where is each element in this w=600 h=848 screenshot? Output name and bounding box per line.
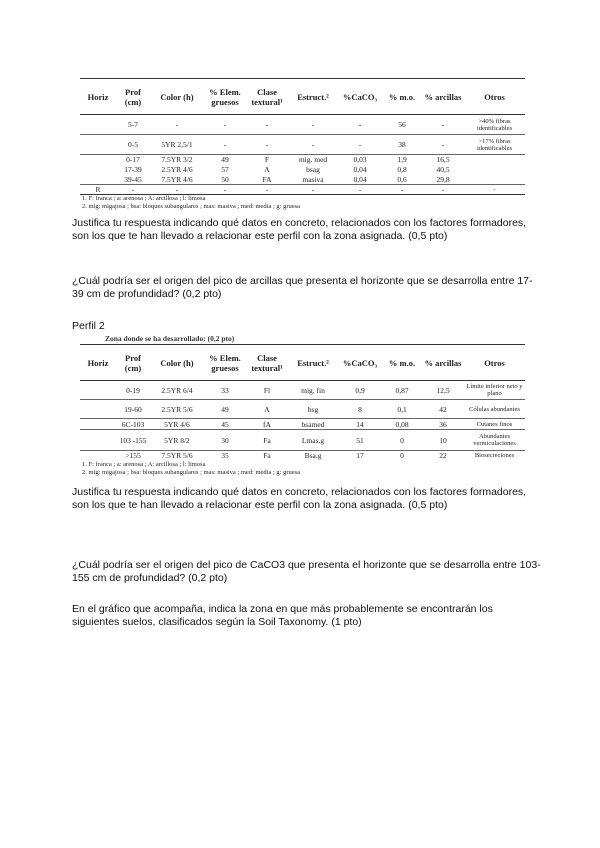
table-cell: masiva [302, 174, 324, 184]
col-header-elem-gruesos: % Elem. gruesos [209, 352, 241, 373]
table-cell: 49 [221, 155, 229, 165]
col-header-horiz: Horiz [87, 357, 109, 368]
table-cell: 14 [356, 419, 364, 429]
table-cell: - [175, 120, 179, 129]
table-cell: 17-39 [124, 165, 142, 174]
table-cell [80, 115, 116, 135]
table-cell: 0,9 [355, 385, 365, 395]
table-cell: - [223, 140, 227, 149]
table-cell: >155 [125, 451, 141, 461]
table-cell: - [441, 140, 445, 149]
table-2-title: Zona donde se ha desarrollado: (0,2 pto) [105, 334, 235, 343]
table-cell: >40% fibras identificables [476, 117, 512, 132]
table-2-footnote-1: 1. F: franca ; a: arenosa ; A: arcillosa ; l: limosa [82, 461, 206, 468]
table-row [80, 115, 525, 135]
question-soil-taxonomy: En el gráfico que acompaña, indica la zona en que más probablemente se encontrarán los siguientes suelos, clasificados según la Soil Taxonomy. (1 pto) [72, 603, 493, 629]
table-cell: 5YR 4/6 [164, 419, 190, 429]
col-header-mo: % m.o. [388, 91, 416, 102]
table-row [80, 175, 525, 185]
table-cell: 0 [400, 451, 404, 461]
table-cell: 103 -155 [119, 435, 147, 445]
table-cell: 0-19 [126, 385, 140, 395]
table-cell: 19-60 [124, 404, 142, 414]
table-cell: Abundantes vermiculaciones [473, 433, 516, 447]
table-cell: 22 [439, 451, 447, 461]
table-cell: 16,5 [436, 155, 450, 165]
col-header-otros: Otros [484, 357, 505, 368]
table-cell: 12,5 [436, 385, 450, 395]
soil-profile-table-1 [80, 78, 525, 195]
table-cell: Cólulas abundantes [469, 405, 520, 413]
table-cell: 40,5 [436, 165, 450, 174]
table-cell: 7.5YR 3/2 [161, 155, 193, 165]
table-cell [80, 165, 116, 175]
col-header-color: Color (h) [160, 357, 194, 368]
table-cell: 5YR 2,5/1 [161, 140, 193, 149]
table-cell: 2.5YR 5/6 [161, 404, 193, 414]
table-cell: 0-5 [128, 140, 138, 149]
table-cell: Biosecreciones [474, 452, 515, 460]
table-cell: 5-7 [128, 120, 138, 129]
table-cell: 0,87 [395, 385, 409, 395]
table-cell [80, 400, 116, 419]
table-row [80, 451, 525, 461]
table-2-footnote-2: 2. mig: migajosa ; bsa: bloques subangulares ; mas: masiva ; med: media ; g: gruesa [82, 469, 301, 476]
table-row [80, 430, 525, 451]
table-cell: mig. med [298, 155, 328, 165]
table-cell: 56 [398, 120, 406, 129]
table-cell: Fa [263, 435, 271, 445]
table-cell: 7.5YR 4/6 [161, 174, 193, 184]
table-row [80, 135, 525, 155]
table-row [80, 155, 525, 165]
table-cell: Fl [263, 385, 271, 395]
table-cell [80, 135, 116, 155]
table-cell: 0,1 [397, 404, 407, 414]
col-header-arcillas: % arcillas [424, 357, 462, 368]
table-cell: 0,6 [397, 174, 407, 184]
table-cell: - [265, 140, 269, 149]
table-cell: 0 [400, 435, 404, 445]
col-header-mo: % m.o. [388, 357, 416, 368]
table-cell: 5YR 8/2 [164, 435, 190, 445]
table-cell: - [311, 185, 315, 194]
table-cell: 51 [356, 435, 364, 445]
table-cell: - [131, 185, 135, 194]
table-cell: - [358, 185, 362, 194]
table-cell: 0,8 [397, 165, 407, 174]
table-row [80, 419, 525, 430]
table-header-row [80, 345, 525, 381]
table-cell: mig. fin [301, 385, 325, 395]
table-cell: 39-45 [124, 174, 142, 184]
col-header-estruct: Estruct.² [297, 357, 329, 368]
table-cell [80, 419, 116, 430]
table-cell: - [400, 185, 404, 194]
table-cell: 49 [221, 404, 229, 414]
table-cell: R [95, 185, 101, 194]
col-header-caco3: %CaCO₃ [342, 91, 378, 102]
table-footnote-2: 2. mig: migajosa ; bsa: bloques subangulares ; mas: masiva ; med: media ; g: gruesa [82, 203, 301, 210]
table-cell: 50 [221, 174, 229, 184]
table-cell: - [311, 140, 315, 149]
table-cell: 0,03 [353, 155, 367, 165]
table-cell: Cutanes finos [476, 420, 513, 428]
table-cell: Bsa.g [304, 451, 322, 461]
table-cell: - [358, 140, 362, 149]
table-cell: 10 [439, 435, 447, 445]
table-cell [464, 175, 525, 185]
table-cell: bsamed [301, 419, 325, 429]
section-title-perfil-2: Perfil 2 [72, 320, 105, 332]
table-cell: - [441, 185, 445, 194]
table-cell: 7.5YR 5/6 [161, 451, 193, 461]
col-header-prof: Prof (cm) [124, 352, 142, 373]
table-cell: - [265, 120, 269, 129]
table-cell: A [264, 404, 270, 414]
question-clay-origin: ¿Cuál podría ser el origen del pico de arcillas que presenta el horizonte que se desarrolla entre 17-39 cm de profundidad? (0,2 pto) [72, 275, 533, 301]
table-cell: FA [262, 174, 272, 184]
table-footnote-1: 1. F: franca ; a: arenosa ; A: arcillosa ; l: limosa [82, 195, 206, 202]
soil-profile-table-2 [80, 344, 525, 461]
table-cell: 42 [439, 404, 447, 414]
col-header-otros: Otros [484, 91, 505, 102]
table-cell: 36 [439, 419, 447, 429]
col-header-elem-gruesos: % Elem. gruesos [209, 86, 241, 107]
table-cell: - [223, 185, 227, 194]
table-cell: F [264, 155, 270, 165]
col-header-horiz: Horiz [87, 91, 109, 102]
table-cell: 0,08 [395, 419, 409, 429]
table-cell: bsg [307, 404, 319, 414]
col-header-caco3: %CaCO₃ [342, 357, 378, 368]
table-cell: 35 [221, 451, 229, 461]
table-row [80, 381, 525, 400]
table-cell [80, 451, 116, 461]
table-cell: 38 [398, 140, 406, 149]
table-cell: - [175, 185, 179, 194]
table-cell [80, 155, 116, 165]
col-header-arcillas: % arcillas [424, 91, 462, 102]
table-cell: - [311, 120, 315, 129]
table-cell: 29,8 [436, 174, 450, 184]
table-cell: A [264, 165, 270, 174]
table-cell: Fa [263, 451, 271, 461]
table-cell [464, 155, 525, 165]
table-cell: - [223, 120, 227, 129]
question-justify-1: Justifica tu respuesta indicando qué datos en concreto, relacionados con los factores formadores, son los que te han llevado a relacionar este perfil con la zona asignada. (0,5 pto) [72, 217, 527, 243]
table-cell: - [265, 185, 269, 194]
table-cell: 1,9 [397, 155, 407, 165]
table-cell: >17% fibras identificables [476, 137, 512, 152]
table-cell: fA [263, 419, 271, 429]
question-caco3-origin: ¿Cuál podría ser el origen del pico de CaCO3 que presenta el horizonte que se desarrolla entre 103-155 cm de profundidad? (0,2 pto) [72, 559, 541, 585]
col-header-estruct: Estruct.² [297, 91, 329, 102]
table-cell [464, 165, 525, 175]
table-row [80, 400, 525, 419]
table-cell: 8 [358, 404, 362, 414]
table-cell: 0,04 [353, 165, 367, 174]
table-cell: 33 [221, 385, 229, 395]
table-cell: 2.5YR 4/6 [161, 165, 193, 174]
table-row [80, 165, 525, 175]
table-cell: - [358, 120, 362, 129]
col-header-prof: Prof (cm) [124, 86, 142, 107]
question-justify-2: Justifica tu respuesta indicando qué datos en concreto, relacionados con los factores formadores, son los que te han llevado a relacionar este perfil con la zona asignada. (0,5 pto) [72, 486, 527, 512]
table-cell: 30 [221, 435, 229, 445]
table-cell: 17 [356, 451, 364, 461]
col-header-clase-textural: Clase textural¹ [251, 352, 283, 373]
table-cell: - [493, 186, 496, 193]
table-cell [80, 430, 116, 451]
table-cell: 57 [221, 165, 229, 174]
table-cell: Lmas.g [301, 435, 325, 445]
table-header-row [80, 79, 525, 115]
table-cell: Límite inferior neto y plano [466, 383, 523, 397]
col-header-color: Color (h) [160, 91, 194, 102]
table-cell: 2.5YR 6/4 [161, 385, 193, 395]
col-header-clase-textural: Clase textural¹ [251, 86, 283, 107]
table-row [80, 185, 525, 195]
table-cell: - [441, 120, 445, 129]
table-cell [80, 381, 116, 400]
table-cell: 0,04 [353, 174, 367, 184]
table-cell: bsag [306, 165, 320, 174]
table-cell [80, 175, 116, 185]
table-cell: 45 [221, 419, 229, 429]
table-cell: 0-17 [126, 155, 140, 165]
table-cell: 6C-103 [121, 419, 145, 429]
